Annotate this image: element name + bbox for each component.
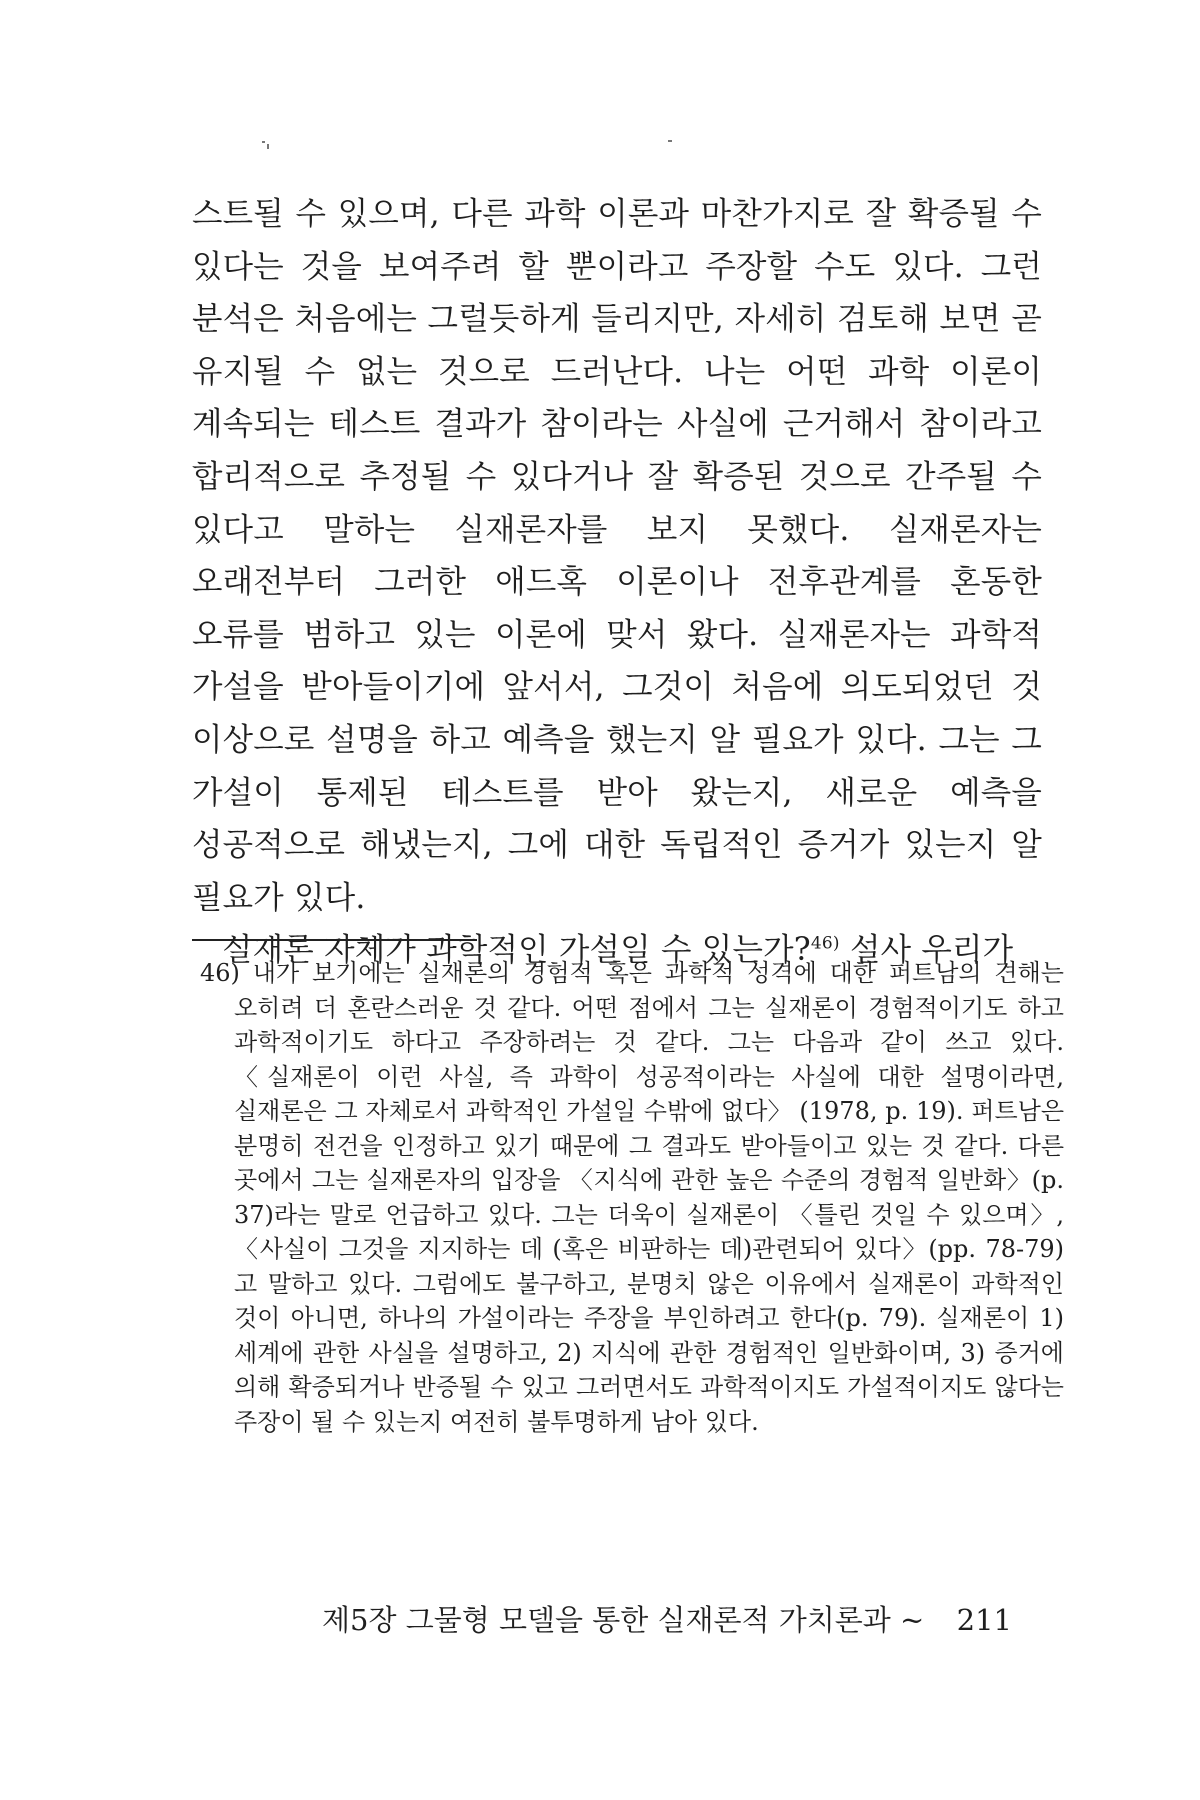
page-number: 211 — [956, 1603, 1012, 1637]
paragraph-tail: 설사 우리가 — [839, 932, 1014, 969]
chapter-title: 제5장 그물형 모델을 통한 실재론적 가치론과 ~ — [322, 1603, 925, 1637]
paragraph: 스트될 수 있으며, 다른 과학 이론과 마찬가지로 잘 확증될 수 있다는 것을 보여주려 할 뿐이라고 주장할 수도 있다. 그런 분석은 처음에는 그럴듯하게 들리지만, 자세히 검토해 보면 곧 유지될 수 없는 것으로 드러난다. 나는 어떤 과학 이론이 계속되는 테스트 결과가 참이라는 사실에 근거해서 참이라고 합리적으로 추정될 수 있다거나 잘 확증된 것으로 간주될 수 있다고 말하는 실재론자를 보지 못했다. 실재론자는 오래전부터 그러한 애드혹 이론이나 전후관계를 혼동한 오류를 범하고 있는 이론에 맞서 왔다. 실재론자는 과학적 가설을 받아들이기에 앞서서, 그것이 처음에 의도되었던 것 이상으로 설명을 하고 예측을 했는지 알 필요가 있다. 그는 그 가설이 통제된 테스트를 받아 왔는지, 새로운 예측을 성공적으로 해냈는지, 그에 대한 독립적인 증거가 있는지 알 필요가 있다. — [192, 196, 1042, 916]
scan-speck — [668, 140, 672, 142]
scan-speck — [262, 141, 265, 143]
paragraph-text: 실재론 자체가 과학적인 가설일 수 있는가? — [222, 932, 811, 969]
footnote — [200, 956, 1064, 1439]
footnote-reference[interactable]: 46) — [810, 933, 840, 954]
footnote-text: 내가 보기에는 실재론의 경험적 혹은 과학적 성격에 대한 퍼트남의 견해는 오히려 더 혼란스러운 것 같다. 어떤 점에서 그는 실재론이 경험적이기도 하고 과학적이기도 하다고 주장하려는 것 같다. 그는 다음과 같이 쓰고 있다. 〈실재론이 이런 사실, 즉 과학이 성공적이라는 사실에 대한 설명이라면, 실재론은 그 자체로서 과학적인 가설일 수밖에 없다〉 (1978, p. 19). 퍼트남은 분명히 전건을 인정하고 있기 때문에 그 결과도 받아들이고 있는 것 같다. 다른 곳에서 그는 실재론자의 입장을 〈지식에 관한 높은 수준의 경험적 일반화〉(p. 37)라는 말로 언급하고 있다. 그는 더욱이 실재론이 〈틀린 것일 수 있으며〉, 〈사실이 그것을 지지하는 데 (혹은 비판하는 데)관련되어 있다〉(pp. 78-79)고 말하고 있다. 그럼에도 불구하고, 분명치 않은 이유에서 실재론이 과학적인 것이 아니면, 하나의 가설이라는 주장을 부인하려고 한다(p. 79). 실재론이 1) 세계에 관한 사실을 설명하고, 2) 지식에 관한 경험적인 일반화이며, 3) 증거에 의해 확증되거나 반증될 수 있고 그러면서도 과학적이지도 가설적이지도 않다는 주장이 될 수 있는지 여전히 불투명하게 남아 있다. — [234, 959, 1064, 1436]
body-text — [192, 188, 1042, 977]
running-footer — [322, 1600, 1012, 1640]
scan-speck — [267, 144, 269, 149]
footnote-number: 46) — [200, 959, 240, 987]
footnote-separator — [192, 939, 477, 941]
